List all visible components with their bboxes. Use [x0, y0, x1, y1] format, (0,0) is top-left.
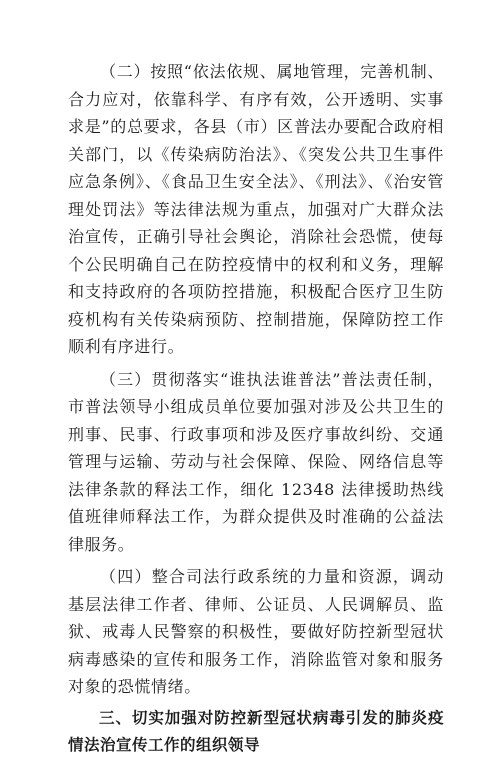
- section-heading-3: 三、切实加强对防控新型冠状病毒引发的肺炎疫情法治宣传工作的组织领导: [68, 708, 444, 754]
- paragraph-3: （三）贯彻落实“谁执法谁普法”普法责任制，市普法领导小组成员单位要加强对涉及公共卫生的刑事、民事、行政事项和涉及医疗事故纠纷、交通管理与运输、劳动与社会保障、保险、网络信息等法律条款的释法工作，细化 12348 法律援助热线值班律师释法工作，为群众提供及时准确的公益法律服务。: [68, 369, 444, 554]
- paragraph-2: （二）按照“依法依规、属地管理，完善机制、合力应对，依靠科学、有序有效，公开透明、实事求是”的总要求，各县（市）区普法办要配合政府相关部门，以《传染病防治法》、《突发公共卫生事件应急条例》、《食品卫生安全法》、《刑法》、《治安管理处罚法》等法律法规为重点，加强对广大群众法治宣传，正确引导社会舆论，消除社会恐慌，使每个公民明确自己在防控疫情中的权利和义务，理解和支持政府的各项防控措施，积极配合医疗卫生防疫机构有关传染病预防、控制措施，保障防控工作顺利有序进行。: [68, 62, 444, 356]
- paragraph-4: （四）整合司法行政系统的力量和资源，调动基层法律工作者、律师、公证员、人民调解员、监狱、戒毒人民警察的积极性，要做好防控新型冠状病毒感染的宣传和服务工作，消除监管对象和服务对象的恐慌情绪。: [68, 567, 444, 696]
